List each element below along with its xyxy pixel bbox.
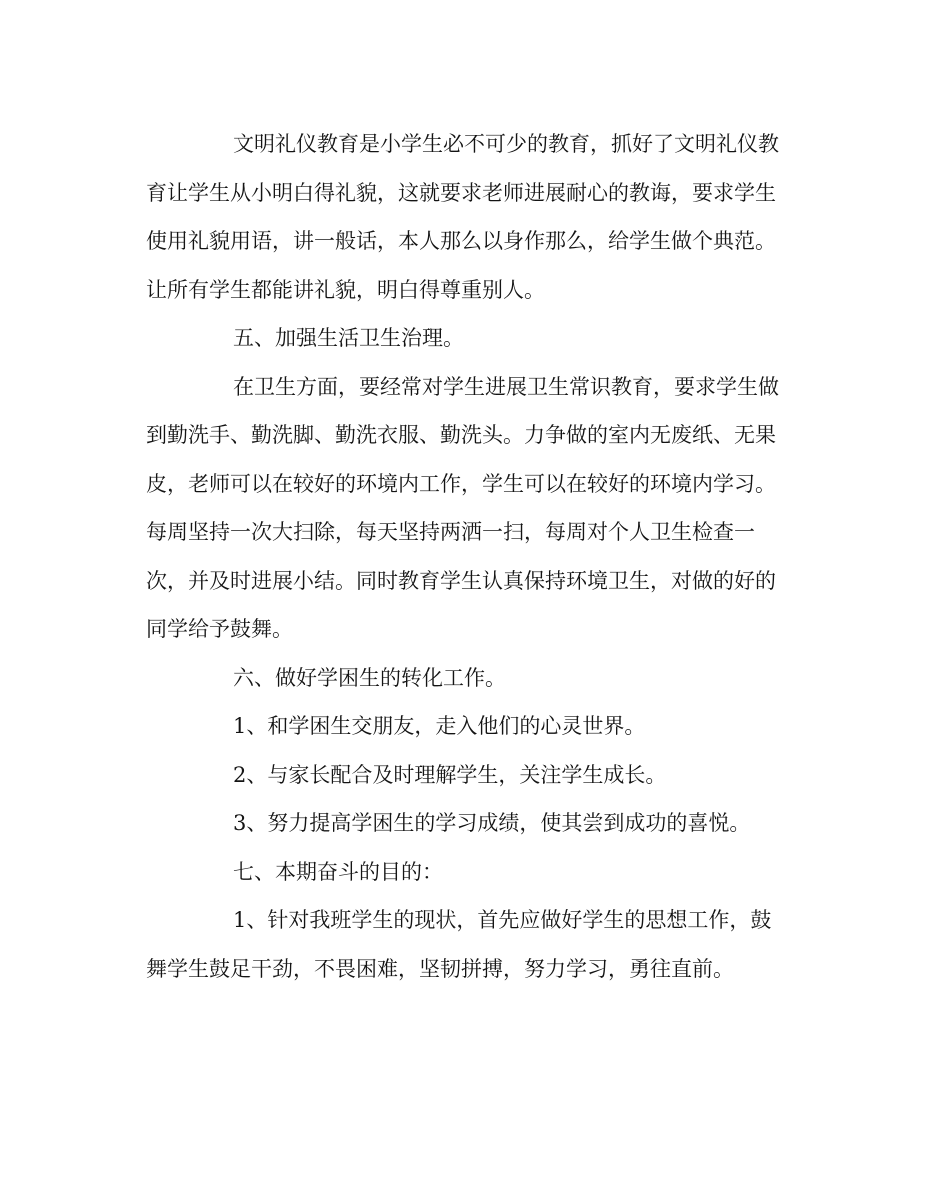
text-line: 在卫生方面，要经常对学生进展卫生常识教育，要求学生做	[233, 374, 779, 399]
text-line: 使用礼貌用语，讲一般话，本人那么以身作那么，给学生做个典范。	[146, 229, 776, 253]
text-line: 育让学生从小明白得礼貌，这就要求老师进展耐心的教诲，要求学生	[146, 180, 776, 205]
section-heading-5	[146, 314, 806, 363]
text-line: 每周坚持一次大扫除，每天坚持两洒一扫，每周对个人卫生检查一	[146, 520, 755, 544]
document-body	[146, 120, 806, 993]
text-line: 3、努力提高学困生的学习成绩，使其尝到成功的喜悦。	[233, 811, 751, 835]
text-line: 同学给予鼓舞。	[146, 617, 293, 641]
text-line: 皮，老师可以在较好的环境内工作，学生可以在较好的环境内学习。	[146, 471, 776, 496]
text-line: 1、和学困生交朋友，走入他们的心灵世界。	[233, 714, 646, 738]
text-line: 2、与家长配合及时理解学生，关注学生成长。	[233, 762, 667, 787]
text-line: 舞学生鼓足干劲，不畏困难，坚韧拼搏，努力学习，勇往直前。	[146, 956, 734, 981]
section-heading-7	[146, 848, 806, 897]
text-line: 1、针对我班学生的现状，首先应做好学生的思想工作，鼓	[233, 908, 772, 932]
list-item-6-1	[146, 702, 806, 751]
list-item-6-2	[146, 751, 806, 800]
text-line: 文明礼仪教育是小学生必不可少的教育，抓好了文明礼仪教	[233, 132, 779, 156]
text-line: 让所有学生都能讲礼貌，明白得尊重别人。	[146, 277, 545, 302]
list-item-7-1	[146, 896, 806, 993]
heading-line: 六、做好学困生的转化工作。	[233, 665, 506, 690]
heading-line: 七、本期奋斗的目的：	[233, 859, 443, 884]
text-line: 到勤洗手、勤洗脚、勤洗衣服、勤洗头。力争做的室内无废纸、无果	[146, 423, 776, 447]
paragraph-hygiene	[146, 363, 806, 654]
section-heading-6	[146, 654, 806, 703]
text-line: 次，并及时进展小结。同时教育学生认真保持环境卫生，对做的好的	[146, 568, 776, 593]
list-item-6-3	[146, 799, 806, 848]
heading-line: 五、加强生活卫生治理。	[233, 326, 464, 350]
paragraph-etiquette-education	[146, 120, 806, 314]
